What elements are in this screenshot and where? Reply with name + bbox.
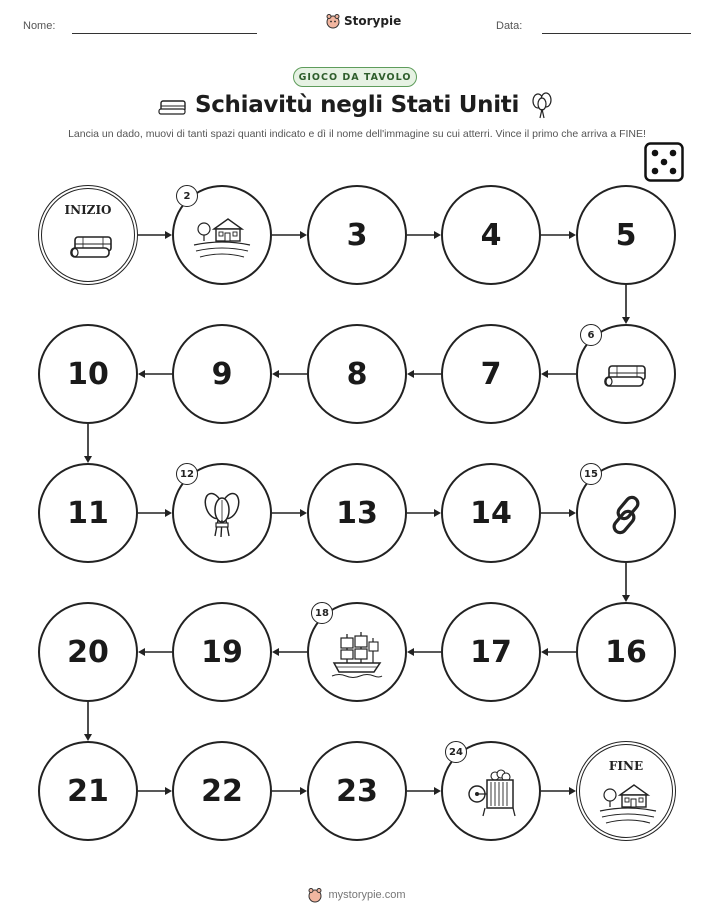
board-space-13[interactable]	[307, 463, 407, 563]
space-number-badge: 6	[580, 324, 602, 346]
path-arrow	[272, 646, 307, 658]
path-arrow	[541, 646, 576, 658]
space-number-badge: 2	[176, 185, 198, 207]
board-space-5[interactable]	[576, 185, 676, 285]
path-arrow	[541, 785, 576, 797]
brand-name: Storypie	[344, 14, 402, 28]
space-number: 5	[615, 217, 637, 253]
path-arrow	[541, 368, 576, 380]
space-number: 13	[336, 495, 378, 531]
space-number-badge: 18	[311, 602, 333, 624]
board-space-21[interactable]	[38, 741, 138, 841]
board-space-23[interactable]	[307, 741, 407, 841]
space-number: 11	[67, 495, 109, 531]
space-number: 3	[346, 217, 368, 253]
path-arrow	[272, 785, 307, 797]
cotton-gin-icon	[465, 768, 517, 822]
page-title: Schiavitù negli Stati Uniti	[194, 92, 520, 118]
space-number-badge: 24	[445, 741, 467, 763]
board-space-11[interactable]	[38, 463, 138, 563]
board-space-8[interactable]	[307, 324, 407, 424]
path-arrow	[407, 368, 441, 380]
date-label: Data:	[496, 20, 523, 32]
path-arrow	[541, 229, 576, 241]
space-number: 8	[346, 356, 368, 392]
path-arrow	[138, 646, 172, 658]
chain-link-icon	[606, 493, 646, 541]
board-space-10[interactable]	[38, 324, 138, 424]
path-arrow	[138, 785, 172, 797]
board-space-16[interactable]	[576, 602, 676, 702]
board-space-14[interactable]	[441, 463, 541, 563]
footer	[0, 887, 714, 903]
path-arrow	[82, 702, 94, 741]
path-arrow	[138, 229, 172, 241]
space-number: 19	[201, 634, 243, 670]
start-label: INIZIO	[64, 203, 112, 217]
plantation-farm-icon	[598, 781, 658, 829]
board-space-18[interactable]	[307, 602, 407, 702]
board-space-22[interactable]	[172, 741, 272, 841]
path-arrow	[620, 563, 632, 602]
board-space-2[interactable]	[172, 185, 272, 285]
board-space-4[interactable]	[441, 185, 541, 285]
path-arrow	[138, 368, 172, 380]
board-space-6[interactable]	[576, 324, 676, 424]
space-number: 22	[201, 773, 243, 809]
board-space-7[interactable]	[441, 324, 541, 424]
path-arrow	[620, 285, 632, 324]
leaf-bundle-icon	[202, 490, 242, 544]
board-space-15[interactable]	[576, 463, 676, 563]
board-space-9[interactable]	[172, 324, 272, 424]
board-space-24[interactable]	[441, 741, 541, 841]
storypie-mascot-icon	[308, 887, 322, 903]
path-arrow	[272, 229, 307, 241]
board-space-19[interactable]	[172, 602, 272, 702]
space-number: 10	[67, 356, 109, 392]
category-badge: GIOCO DA TAVOLO	[293, 67, 417, 87]
path-arrow	[407, 229, 441, 241]
space-number: 4	[480, 217, 502, 253]
space-number: 7	[480, 356, 502, 392]
instructions-text: Lancia un dado, muovi di tanti spazi quanti indicato e dì il nome dell'immagine su cui atterri. Vince il primo che arriva a FINE!	[68, 128, 646, 140]
space-number-badge: 15	[580, 463, 602, 485]
space-number: 14	[470, 495, 512, 531]
sailing-ship-icon	[331, 630, 383, 682]
start-space[interactable]	[38, 185, 138, 285]
path-arrow	[82, 424, 94, 463]
board-space-3[interactable]	[307, 185, 407, 285]
footer-url: mystorypie.com	[328, 889, 406, 901]
finish-space[interactable]	[576, 741, 676, 841]
board-space-12[interactable]	[172, 463, 272, 563]
path-arrow	[541, 507, 576, 519]
path-arrow	[138, 507, 172, 519]
plantation-farm-icon	[192, 215, 252, 263]
cotton-bale-icon	[603, 362, 649, 394]
board-space-17[interactable]	[441, 602, 541, 702]
space-number: 23	[336, 773, 378, 809]
board-space-20[interactable]	[38, 602, 138, 702]
name-label: Nome:	[23, 20, 56, 32]
space-number-badge: 12	[176, 463, 198, 485]
space-number: 17	[470, 634, 512, 670]
space-number: 16	[605, 634, 647, 670]
space-number: 20	[67, 634, 109, 670]
space-number: 9	[211, 356, 233, 392]
path-arrow	[407, 646, 441, 658]
path-arrow	[407, 507, 441, 519]
path-arrow	[272, 507, 307, 519]
path-arrow	[272, 368, 307, 380]
cotton-bale-icon	[69, 233, 115, 265]
space-number: 21	[67, 773, 109, 809]
finish-label: FINE	[608, 759, 644, 773]
path-arrow	[407, 785, 441, 797]
